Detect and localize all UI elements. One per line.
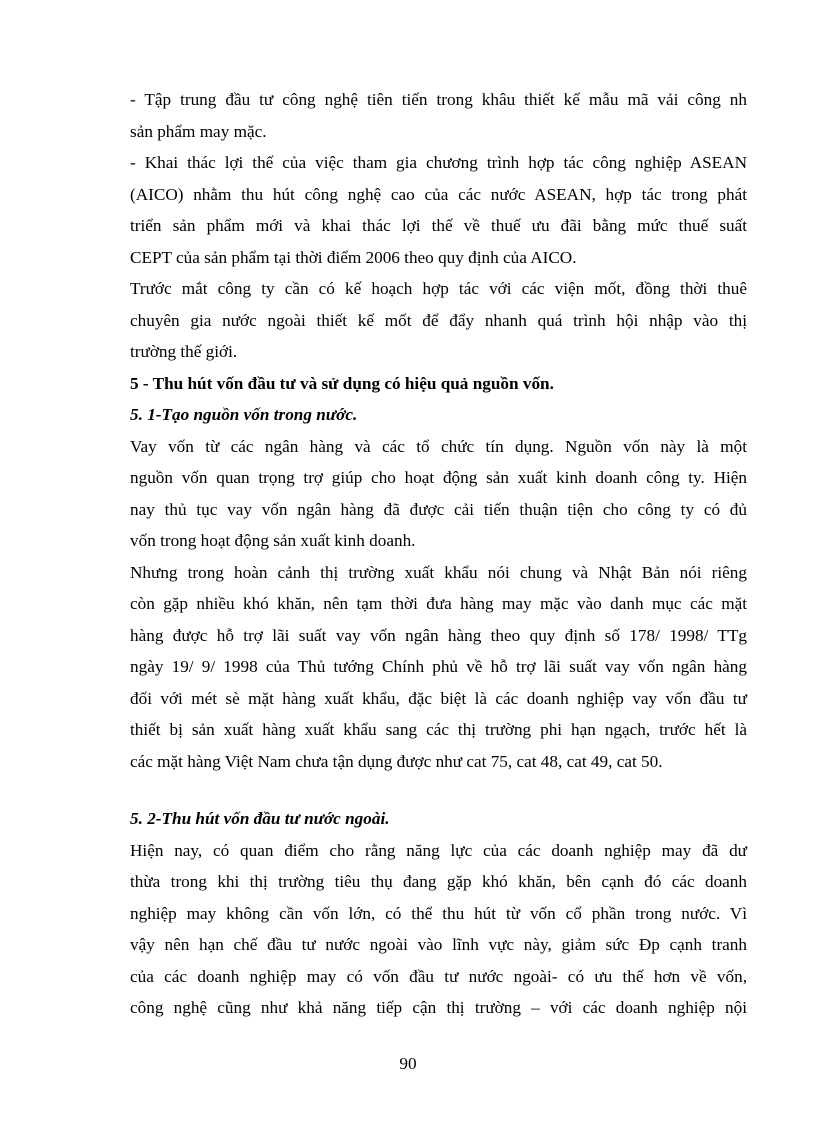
paragraph [130,557,747,778]
text-line: vậy nên hạn chế đầu tư nước ngoài vào lĩnh vực này, giảm sức Đp cạnh tranh [130,935,747,954]
text-line: sản phẩm may mặc. [130,121,267,141]
text-line: nghiệp may không cần vốn lớn, có thể thu hút từ vốn cổ phần trong nước. Vì [130,903,747,923]
paragraph [130,273,747,368]
text-line: Nhưng trong hoàn cảnh thị trường xuất khẩu nói chung và Nhật Bản nói riêng [130,562,747,582]
text-line: 5. 1-Tạo nguồn vốn trong nước. [130,405,358,424]
text-line: triển sản phẩm mới và khai thác lợi thế về thuế ưu đãi bằng mức thuế suất [130,216,747,235]
text-line: các mặt hàng Việt Nam chưa tận dụng được như cat 75, cat 48, cat 49, cat 50. [130,751,663,771]
text-line: - Khai thác lợi thế của việc tham gia chương trình hợp tác công nghiệp ASEAN [130,153,747,172]
page-number: 90 [399,1054,417,1073]
paragraph [130,84,747,147]
paragraph [130,147,747,273]
subsection-heading [130,399,747,431]
paragraph [130,431,747,557]
text-line: - Tập trung đầu tư công nghệ tiên tiến trong khâu thiết kế mẫu mã vải công nh [130,90,747,109]
text-line: 5. 2-Thu hút vốn đầu tư nước ngoài. [130,809,390,828]
text-line: ngày 19/ 9/ 1998 của Thủ tướng Chính phủ về hỗ trợ lãi suất vay vốn ngân hàng [130,657,747,676]
text-line: của các doanh nghiệp may có vốn đầu tư nước ngoài- có ưu thế hơn về vốn, [130,966,747,986]
text-line: trường thế giới. [130,342,238,361]
paragraph-spacer [130,777,747,803]
text-line: Trước mắt công ty cần có kế hoạch hợp tác với các viện mốt, đồng thời thuê [130,279,747,298]
subsection-heading [130,803,747,835]
text-line: chuyên gia nước ngoài thiết kế mốt để đẩy nhanh quá trình hội nhập vào thị [130,310,747,330]
text-line: thừa trong khi thị trường tiêu thụ đang gặp khó khăn, bên cạnh đó các doanh [130,872,747,891]
text-line: CEPT của sản phẩm tại thời điểm 2006 theo quy định của AICO. [130,247,577,267]
text-line: vốn trong hoạt động sản xuất kinh doanh. [130,531,416,550]
text-line: còn gặp nhiều khó khăn, nên tạm thời đưa hàng may mặc vào danh mục các mặt [130,594,747,613]
text-line: Hiện nay, có quan điểm cho rằng năng lực của các doanh nghiệp may đã dư [130,840,747,860]
text-line: thiết bị sản xuất hàng xuất khẩu sang các thị trường phi hạn ngạch, trước hết là [130,720,747,739]
text-line: Vay vốn từ các ngân hàng và các tổ chức tín dụng. Nguồn vốn này là một [130,436,747,456]
paragraph [130,835,747,1024]
text-line: nguồn vốn quan trọng trợ giúp cho hoạt động sản xuất kinh doanh công ty. Hiện [130,468,747,487]
document-body [130,84,747,1024]
section-heading [130,368,747,400]
text-line: hàng được hỗ trợ lãi suất vay vốn ngân hàng theo quy định số 178/ 1998/ TTg [130,625,747,645]
text-line: công nghệ cũng như khả năng tiếp cận thị trường – với các doanh nghiệp nội [130,998,747,1017]
text-line: 5 - Thu hút vốn đầu tư và sử dụng có hiệu quả nguồn vốn. [130,373,554,393]
text-line: nay thủ tục vay vốn ngân hàng đã được cải tiến thuận tiện cho công ty có đủ [130,499,747,519]
text-line: đối với mét sè mặt hàng xuất khẩu, đặc biệt là các doanh nghiệp vay vốn đầu tư [130,688,747,708]
text-line: (AICO) nhằm thu hút công nghệ cao của các nước ASEAN, hợp tác trong phát [130,184,747,204]
